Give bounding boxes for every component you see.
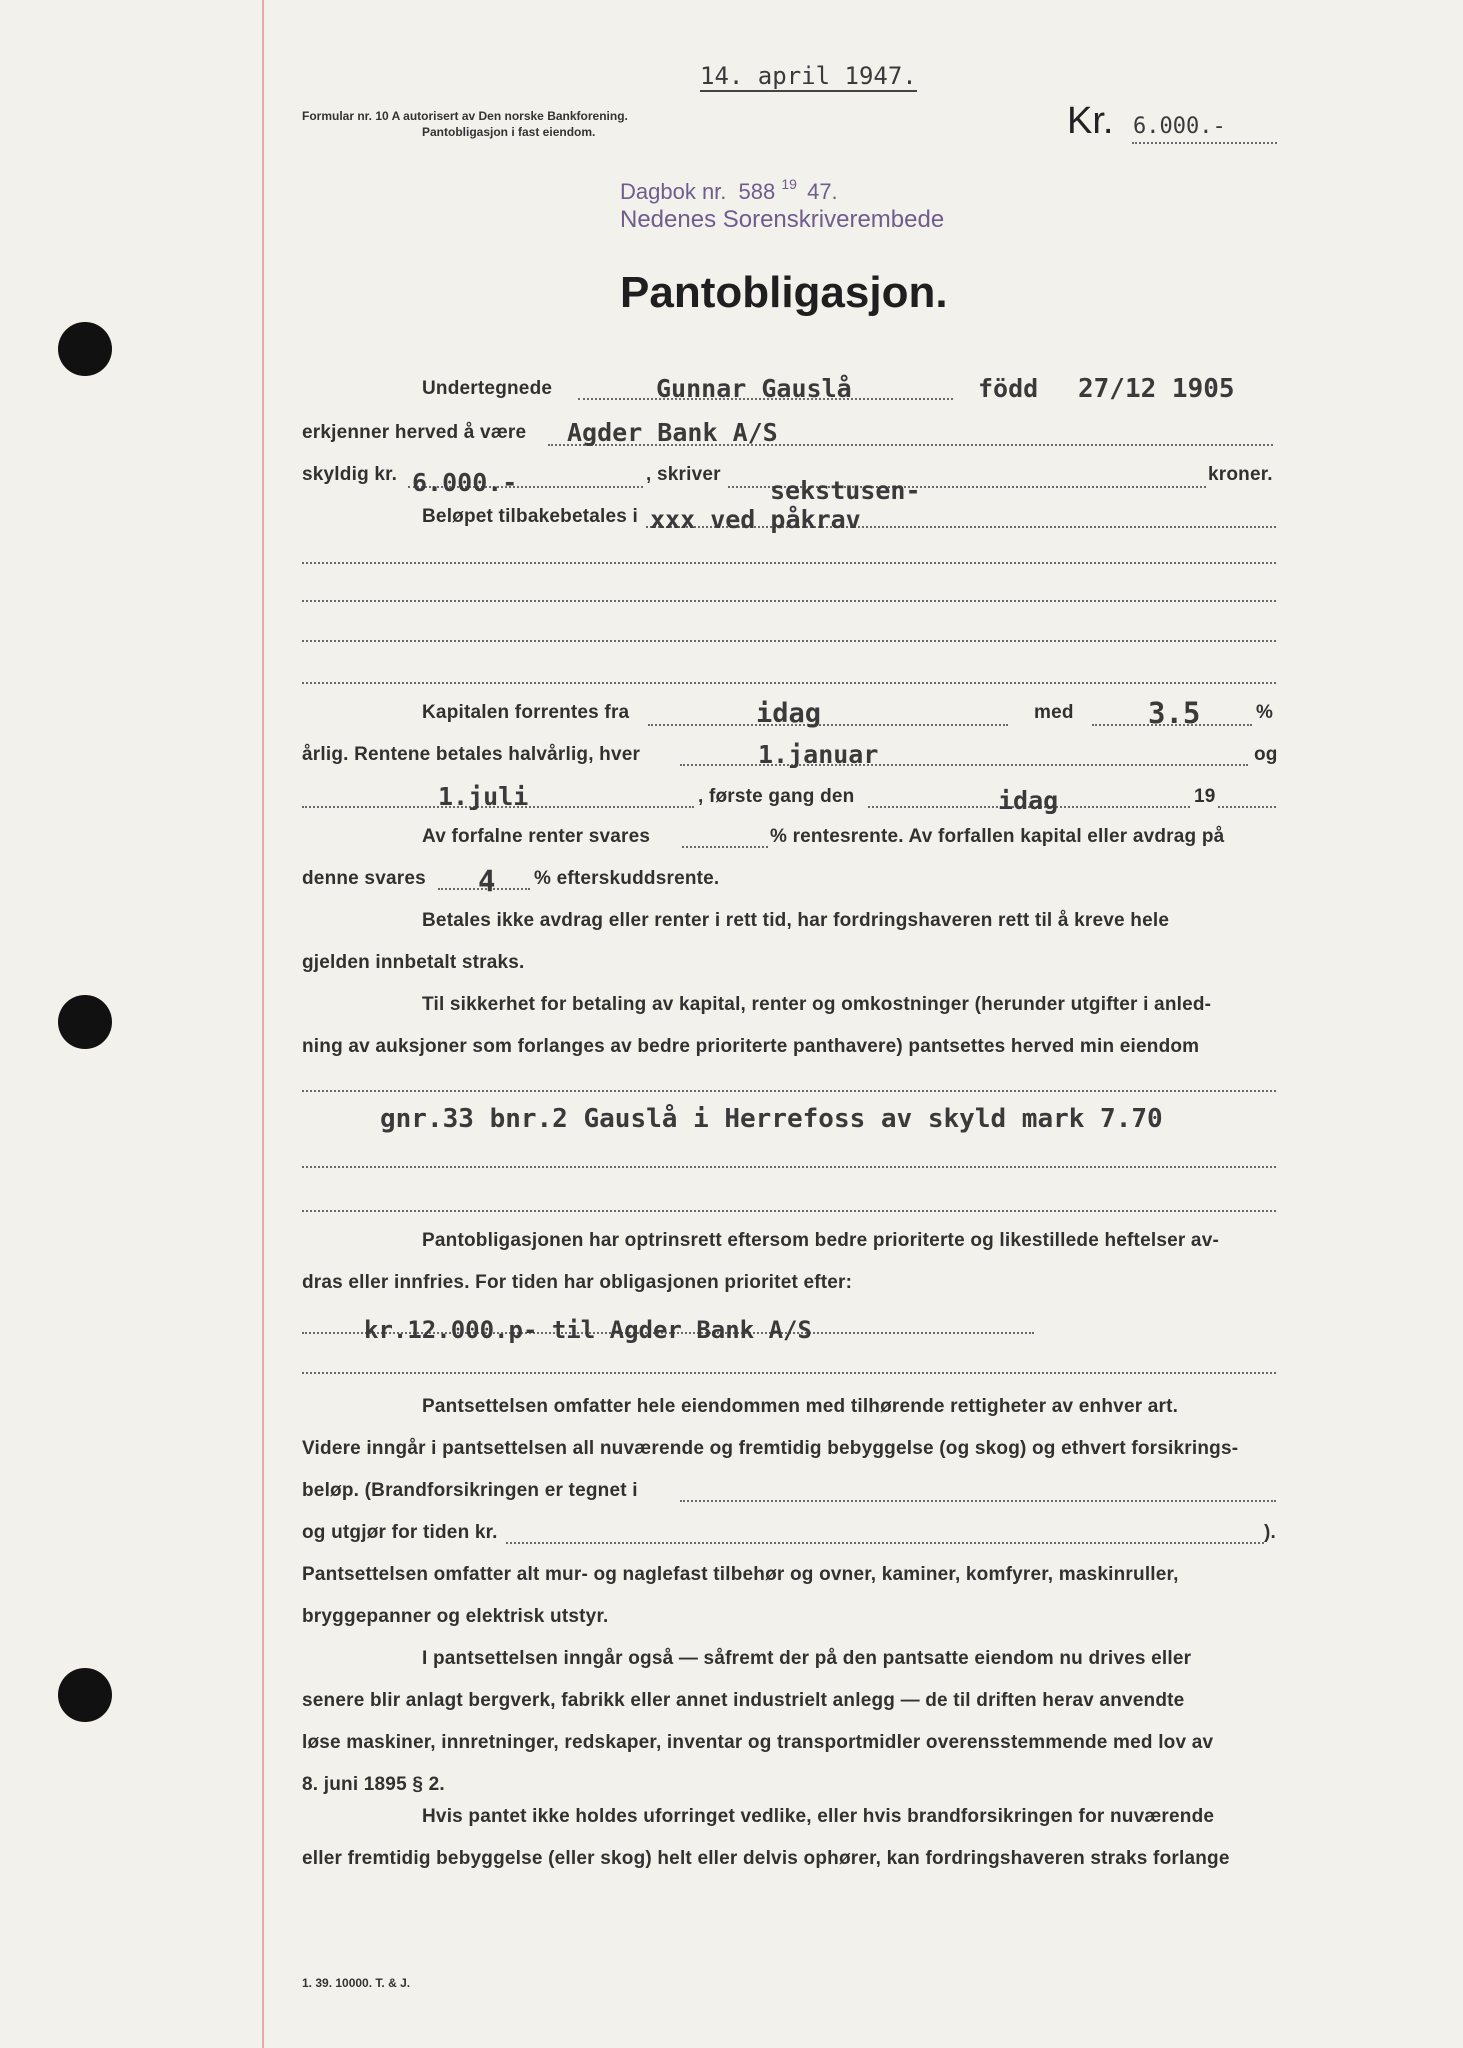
dagbok-stamp xyxy=(620,176,838,205)
form-authorization xyxy=(302,108,628,140)
undertegnede-label: Undertegnede xyxy=(422,378,553,399)
skriver-label: , skriver xyxy=(646,464,721,485)
brandforsikring-line xyxy=(680,1500,1276,1502)
debt-amount: 6.000.- xyxy=(412,468,518,497)
forsikring-amount-line xyxy=(506,1542,1264,1544)
rentesrente-label: % rentesrente. Av forfallen kapital eller avdrag på xyxy=(770,826,1225,847)
property-blank-line-3 xyxy=(302,1210,1276,1212)
omfatter-line-3: beløp. (Brandforsikringen er tegnet i xyxy=(302,1480,638,1501)
amount-words: sekstusen- xyxy=(770,476,921,505)
property-description: gnr.33 bnr.2 Gauslå i Herrefoss av skyld mark 7.70 xyxy=(380,1104,1163,1134)
arlig-label: årlig. Rentene betales halvårlig, hver xyxy=(302,744,641,765)
interest-from-line xyxy=(648,724,1008,726)
blank-line-2 xyxy=(302,600,1276,602)
interest-rate: 3.5 xyxy=(1148,696,1201,730)
percent-label: % xyxy=(1256,702,1274,723)
denne-svares-label: denne svares xyxy=(302,868,426,889)
red-margin-line xyxy=(262,0,264,2048)
property-blank-line-2 xyxy=(302,1166,1276,1168)
forste-label: , første gang den xyxy=(698,786,855,807)
kapitalen-label: Kapitalen forrentes fra xyxy=(422,702,630,723)
sikkerhet-line-1: Til sikkerhet for betaling av kapital, renter og omkostninger (herunder utgifter i anled- xyxy=(422,994,1212,1015)
omfatter-line-2: Videre inngår i pantsettelsen all nuværende og fremtidig bebyggelse (og skog) og ethvert forsikrings- xyxy=(302,1438,1239,1459)
inngar-line-4: 8. juni 1895 § 2. xyxy=(302,1774,445,1795)
document-date: 14. april 1947. xyxy=(700,62,917,90)
creditor-name: Agder Bank A/S xyxy=(567,418,778,447)
erkjenner-label: erkjenner herved å være xyxy=(302,422,527,443)
late-rate: 4 xyxy=(478,864,496,898)
optrinsrett-line-1: Pantobligasjonen har optrinsrett eftersom bedre prioriterte og likestillede heftelser av- xyxy=(422,1230,1219,1251)
kroner-label: kroner. xyxy=(1208,464,1273,485)
omfatter-line-6: bryggepanner og elektrisk utstyr. xyxy=(302,1606,609,1627)
pay-date-1: 1.januar xyxy=(758,740,879,769)
fodt-label: född xyxy=(978,374,1039,403)
property-blank-line-1 xyxy=(302,1090,1276,1092)
kr-amount: 6.000.- xyxy=(1133,114,1226,139)
printer-code: 1. 39. 10000. T. & J. xyxy=(302,1976,411,1990)
dagbok-year-prefix: 19 xyxy=(781,176,797,192)
blank-line-1 xyxy=(302,562,1276,564)
betales-line-2: gjelden innbetalt straks. xyxy=(302,952,525,973)
interest-from: idag xyxy=(756,698,822,729)
kr-amount-line xyxy=(1132,142,1277,144)
punch-hole-top xyxy=(58,322,112,376)
inngar-line-1: I pantsettelsen inngår også — såfremt der på den pantsatte eiendom nu drives eller xyxy=(422,1648,1192,1669)
document-title: Pantobligasjon. xyxy=(620,268,948,317)
inngar-line-2: senere blir anlagt bergverk, fabrikk eller annet industrielt anlegg — de til driften herav anvendte xyxy=(302,1690,1185,1711)
pay-date-2: 1.juli xyxy=(438,782,529,811)
blank-line-3 xyxy=(302,640,1276,642)
sikkerhet-line-2: ning av auksjoner som forlanges av bedre prioriterte panthavere) pantsettes herved min eiendom xyxy=(302,1036,1200,1057)
debtor-name: Gunnar Gauslå xyxy=(656,374,852,403)
close-paren: ). xyxy=(1264,1522,1277,1543)
first-date: idag xyxy=(998,786,1059,815)
inngar-line-3: løse maskiner, innretninger, redskaper, inventar og transportmidler overensstemmende med lov av xyxy=(302,1732,1214,1753)
office-stamp: Nedenes Sorenskriverembede xyxy=(620,206,945,233)
med-label: med xyxy=(1034,702,1074,723)
priority-description: kr.12.000.p- til Agder Bank A/S xyxy=(364,1316,812,1344)
nineteen-label: 19 xyxy=(1194,786,1216,807)
birth-date: 27/12 1905 xyxy=(1078,374,1235,404)
kr-label: Kr. xyxy=(1067,100,1114,142)
hvis-line-1: Hvis pantet ikke holdes uforringet vedlike, eller hvis brandforsikringen for nuværende xyxy=(422,1806,1215,1827)
dagbok-label: Dagbok nr. xyxy=(620,179,727,204)
skyldig-label: skyldig kr. xyxy=(302,464,398,485)
og-label: og xyxy=(1254,744,1278,765)
efterskudds-label: % efterskuddsrente. xyxy=(534,868,720,889)
form-line-2: Pantobligasjon i fast eiendom. xyxy=(422,125,596,139)
omfatter-line-4: og utgjør for tiden kr. xyxy=(302,1522,498,1543)
optrinsrett-line-2: dras eller innfries. For tiden har obligasjonen prioritet efter: xyxy=(302,1272,853,1293)
dagbok-number: 588 xyxy=(738,179,776,204)
blank-line-4 xyxy=(302,682,1276,684)
punch-hole-middle xyxy=(58,995,112,1049)
belopet-label: Beløpet tilbakebetales i xyxy=(422,506,638,527)
dagbok-year-suffix: 47. xyxy=(807,179,838,204)
repayment-terms: xxx ved påkrav xyxy=(650,505,861,534)
form-line-1: Formular nr. 10 A autorisert av Den norske Bankforening. xyxy=(302,109,628,123)
punch-hole-bottom xyxy=(58,1668,112,1722)
av-forfalne-label: Av forfalne renter svares xyxy=(422,826,651,847)
omfatter-line-5: Pantsettelsen omfatter alt mur- og naglefast tilbehør og ovner, kaminer, komfyrer, maskinruller, xyxy=(302,1564,1179,1585)
rentesrente-line xyxy=(682,846,768,848)
priority-blank-line xyxy=(302,1372,1276,1374)
hvis-line-2: eller fremtidig bebyggelse (eller skog) helt eller delvis ophører, kan fordringshaveren straks forlange xyxy=(302,1848,1230,1869)
betales-line-1: Betales ikke avdrag eller renter i rett tid, har fordringshaveren rett til å kreve hele xyxy=(422,910,1170,931)
year-line xyxy=(1218,806,1276,808)
omfatter-line-1: Pantsettelsen omfatter hele eiendommen med tilhørende rettigheter av enhver art. xyxy=(422,1396,1179,1417)
